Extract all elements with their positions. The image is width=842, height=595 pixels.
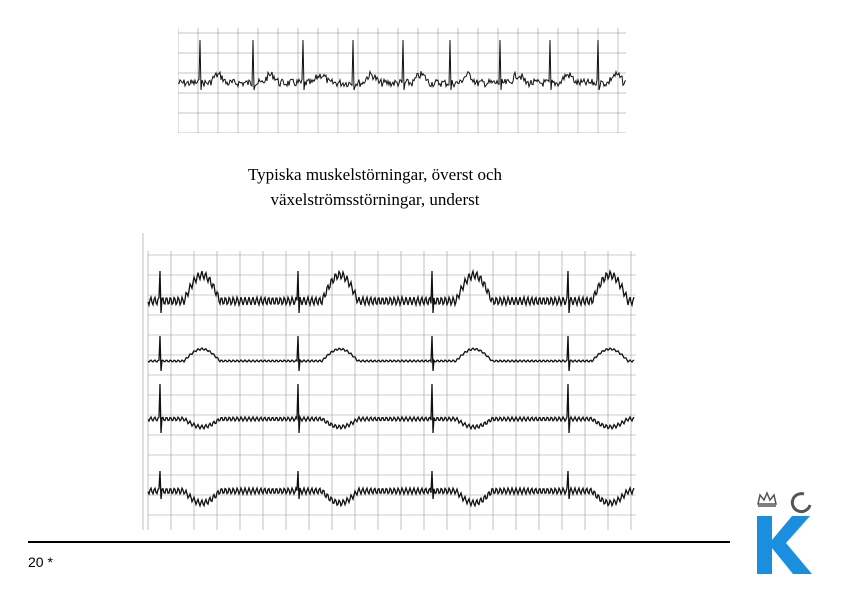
kth-crown-k-logo-icon [754, 490, 814, 578]
caption-line-1: Typiska muskelstörningar, överst och [247, 165, 503, 184]
caption-line-2: växelströmsstörningar, underst [270, 190, 480, 209]
footer-divider [28, 541, 730, 543]
muscle-noise-ecg-strip [178, 28, 626, 133]
figure-caption [180, 162, 570, 212]
ac-noise-ecg-strip [140, 233, 636, 530]
page-number: 20 * [28, 554, 53, 570]
